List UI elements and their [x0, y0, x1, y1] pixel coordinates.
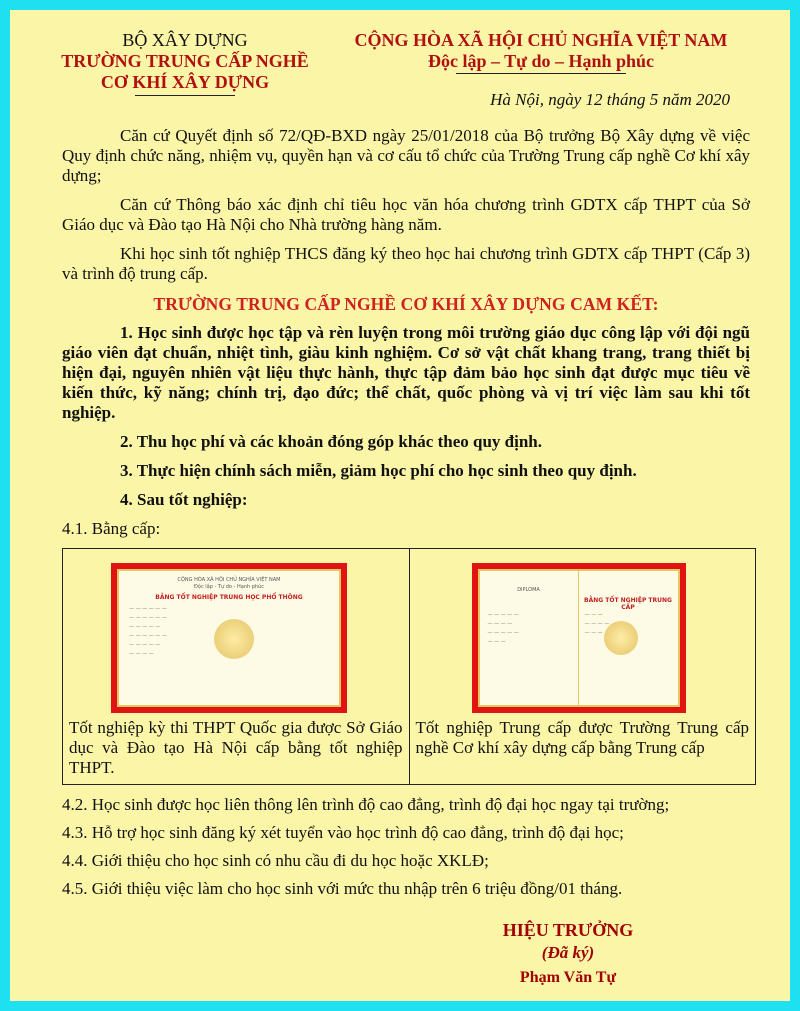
motto-divider — [456, 73, 626, 74]
paragraph: Khi học sinh tốt nghiệp THCS đăng ký theo học hai chương trình GDTX cấp THPT (Cấp 3) và trình độ trung cấp. — [62, 244, 750, 283]
national-motto: Độc lập – Tự do – Hạnh phúc — [427, 51, 655, 71]
cert-cell-thpt — [63, 549, 410, 785]
thpt-certificate-image — [111, 563, 347, 713]
signature-block — [468, 920, 668, 987]
national-header — [328, 30, 754, 74]
commitment-title: TRƯỜNG TRUNG CẤP NGHỀ CƠ KHÍ XÂY DỰNG CAM KẾT: — [153, 294, 659, 314]
school-name-line1: TRƯỜNG TRUNG CẤP NGHỀ — [61, 51, 309, 71]
school-name-line2: CƠ KHÍ XÂY DỰNG — [100, 72, 270, 92]
paragraph: Căn cứ Quyết định số 72/QĐ-BXD ngày 25/01/2018 của Bộ trưởng Bộ Xây dựng về việc Quy định chức năng, nhiệm vụ, quyền hạn và cơ cấu tổ chức của Trường Trung cấp nghề Cơ khí xây dựng; — [62, 126, 750, 185]
cert-title: BẰNG TỐT NGHIỆP TRUNG HỌC PHỔ THÔNG — [155, 594, 303, 601]
commitment-item: 2. Thu học phí và các khoản đóng góp khác theo quy định. — [120, 432, 543, 451]
signature-status: (Đã ký) — [541, 943, 595, 962]
signer-name: Phạm Văn Tự — [519, 969, 617, 986]
cert-motto: Độc lập - Tự do - Hạnh phúc — [194, 584, 264, 590]
certificates-table — [62, 548, 756, 785]
cert-lines: — — — — — — — — — — — — — — — — — — — — — — — — — — — — — — — — — [129, 606, 167, 657]
cert-caption: Tốt nghiệp Trung cấp được Trường Trung cấp nghề Cơ khí xây dựng cấp bằng Trung cấp — [415, 718, 749, 757]
benefit-item: 4.3. Hỗ trợ học sinh đăng ký xét tuyển vào học trình độ cao đẳng, trình độ đại học; — [62, 823, 624, 842]
cert-caption: Tốt nghiệp kỳ thi THPT Quốc gia được Sở Giáo dục và Đào tạo Hà Nội cấp bằng tốt nghiệp THPT. — [69, 718, 403, 777]
national-emblem-icon — [214, 619, 254, 659]
country-name: CỘNG HÒA XÃ HỘI CHỦ NGHĨA VIỆT NAM — [354, 30, 728, 50]
subsection-label: 4.1. Bằng cấp: — [62, 519, 161, 538]
paragraph: Căn cứ Thông báo xác định chỉ tiêu học văn hóa chương trình GDTX cấp THPT của Sở Giáo dục và Đào tạo Hà Nội cho Nhà trường hàng năm. — [62, 195, 750, 234]
signer-title: HIỆU TRƯỞNG — [502, 920, 634, 940]
benefit-item: 4.5. Giới thiệu việc làm cho học sinh với mức thu nhập trên 6 triệu đồng/01 tháng. — [62, 879, 623, 898]
benefit-item: 4.2. Học sinh được học liên thông lên trình độ cao đẳng, trình độ đại học ngay tại trường; — [62, 795, 670, 814]
diploma-left-half: DIPLOMA — — — — — — — — — — — — — — — — — — [480, 571, 579, 705]
trungcap-certificate-image — [472, 563, 686, 713]
document-date: Hà Nội, ngày 12 tháng 5 năm 2020 — [490, 90, 730, 109]
graduate-benefits — [62, 795, 762, 907]
ministry-name: BỘ XÂY DỰNG — [122, 30, 248, 50]
commitment-item: 4. Sau tốt nghiệp: — [120, 490, 248, 509]
document-page — [10, 10, 790, 1001]
diploma-title: BẰNG TỐT NGHIỆP TRUNG CẤP — [584, 597, 672, 611]
diploma-right-half: BẰNG TỐT NGHIỆP TRUNG CẤP — — — — — — — — — — — [579, 571, 678, 705]
issuer-header — [50, 30, 320, 96]
commitment-item: 1. Học sinh được học tập và rèn luyện trong môi trường giáo dục công lập với đội ngũ giáo viên đạt chuẩn, nhiệt tình, giàu kinh nghiệm. Cơ sở vật chất khang trang, trang thiết bị hiện đại, nguyên nhiên vật liệu thực hành, thực tập đảm bảo học sinh đạt được mục tiêu về kiến thức, kỹ năng; chính trị, đạo đức; thể chất, quốc phòng và vị trí việc làm sau khi tốt nghiệp. — [62, 323, 750, 422]
cert-cell-trungcap — [409, 549, 756, 785]
header-divider — [135, 95, 235, 96]
benefit-item: 4.4. Giới thiệu cho học sinh có nhu cầu đi du học hoặc XKLĐ; — [62, 851, 489, 870]
document-body — [62, 126, 750, 542]
cert-country: CỘNG HÒA XÃ HỘI CHỦ NGHĨA VIỆT NAM — [177, 577, 281, 583]
commitment-item: 3. Thực hiện chính sách miễn, giảm học phí cho học sinh theo quy định. — [120, 461, 637, 480]
diploma-label: DIPLOMA — [517, 587, 540, 593]
